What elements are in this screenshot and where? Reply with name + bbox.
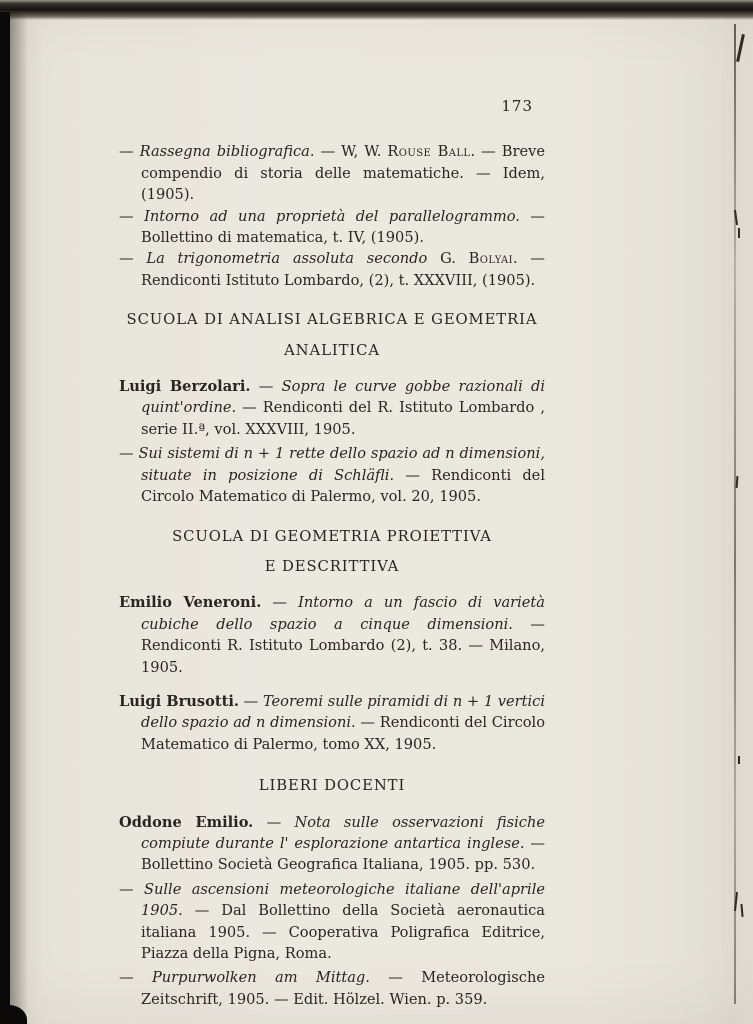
text-run: . — Breve compendio di storia delle matematiche. — Idem, (1905). [141,143,545,204]
text-run: — Bollettino di matematica, t. IV, (1905). [141,207,545,247]
text-run: — [250,378,282,396]
text-run: — Rendiconti R. Istituto Lombardo (2), t. 38. — Milano, 1905. [141,615,545,676]
text-run: Rouse Ball [387,143,471,161]
bib-entry-oddone-3 [119,967,545,1010]
text-run: G. [440,250,469,268]
text-run: — [253,813,295,831]
author-name: Oddone Emilio. [119,813,254,831]
bib-item-parallelogrammo [119,206,545,249]
text-run: Intorno ad una proprietà del parallelogrammo. [144,207,520,225]
text-run: . — Rendiconti Istituto Lombardo, (2), t. XXXVIII, (1905). [141,250,545,289]
bib-entry-veneroni [119,592,545,678]
text-run: Sulle ascensioni meteorologiche italiane dell'aprile 1905. [141,880,546,920]
text-run: — Rendiconti del R. Istituto Lombardo , serie II.ª, vol. XXXVIII, 1905. [141,399,545,438]
page-edge-mark [734,892,738,911]
page-edge-mark [736,34,745,62]
page-edge-mark [740,904,743,917]
page-edge-line [734,24,736,1004]
text-run: — Rendiconti del Circolo Matematico di Palermo, vol. 20, 1905. [141,466,545,506]
text-run: Rassegna bibliografica. [139,143,315,161]
text-run: — Bollettino Società Geografica Italiana, 1905. pp. 530. [141,834,546,874]
text-run: — [119,207,145,225]
bib-item-rassegna [119,141,545,205]
text-run: — Rendiconti del Circolo Matematico di Palermo, tomo XX, 1905. [141,714,545,753]
binding-edge [0,12,10,1024]
bib-entry-oddone-1 [119,812,545,876]
text-run: — [119,250,147,268]
text-run: Nota sulle osservazioni fisiche compiute durante l' esplorazione antartica inglese. [141,813,546,852]
section-heading-proiettiva-line1: SCUOLA DI GEOMETRIA PROIETTIVA [172,527,492,545]
text-run: — [238,692,263,710]
text-run: Purpurwolken am Mittag. [151,969,370,987]
text-run: Intorno a un fascio di varietà cubiche dello spazio a cinque dimensioni. [141,594,545,633]
page-number: 173 [501,97,533,115]
text-run: Sopra le curve gobbe razionali di quint'ordine. [141,378,546,417]
text-run: — [119,880,144,898]
bib-item-trigonometria [119,248,545,291]
text-run: Teoremi sulle piramidi di n + 1 vertici dello spazio ad n dimensioni. [141,692,546,732]
page-edge-mark [738,756,740,764]
text-run: Bolyai [468,250,513,268]
text-run: — [119,445,139,463]
text-run: — [119,143,140,161]
bib-entry-berzolari-1 [119,376,545,440]
text-run: — [261,594,299,612]
bib-entry-berzolari-2 [119,443,545,507]
bib-entry-brusotti [119,691,545,755]
author-name: Emilio Veneroni. [119,594,262,612]
text-run: — Dal Bollettino della Società aeronautica italiana 1905. — Cooperativa Poligrafica Editrice, Piazza della Pigna, Roma. [141,902,545,962]
binding-shadow [10,12,28,1024]
page-text-column [119,96,545,1010]
text-run: — W, W. [314,143,388,161]
bib-entry-oddone-2 [119,879,545,965]
author-name: Luigi Berzolari. [119,378,251,396]
page-edge-mark [738,228,740,238]
text-run: La trigonometria assoluta secondo [146,250,441,268]
text-run: — [119,969,152,987]
page-edge-mark [736,476,739,488]
section-heading-proiettiva-line2: E DESCRITTIVA [264,557,400,575]
text-run: — Meteorologische Zeitschrift, 1905. — Edit. Hölzel. Wien. p. 359. [141,969,545,1008]
section-heading-analisi-line2: ANALITICA [284,341,380,359]
section-heading-liberi-docenti: LIBERI DOCENTI [258,777,406,795]
author-name: Luigi Brusotti. [119,692,239,710]
section-heading-analisi-line1: SCUOLA DI ANALISI ALGEBRICA E GEOMETRIA [126,311,538,329]
text-run: Sui sistemi di n + 1 rette dello spazio ad n dimensioni, situate in posizione di Schläfli. [138,445,545,484]
scan-top-edge-shadow [0,0,753,20]
